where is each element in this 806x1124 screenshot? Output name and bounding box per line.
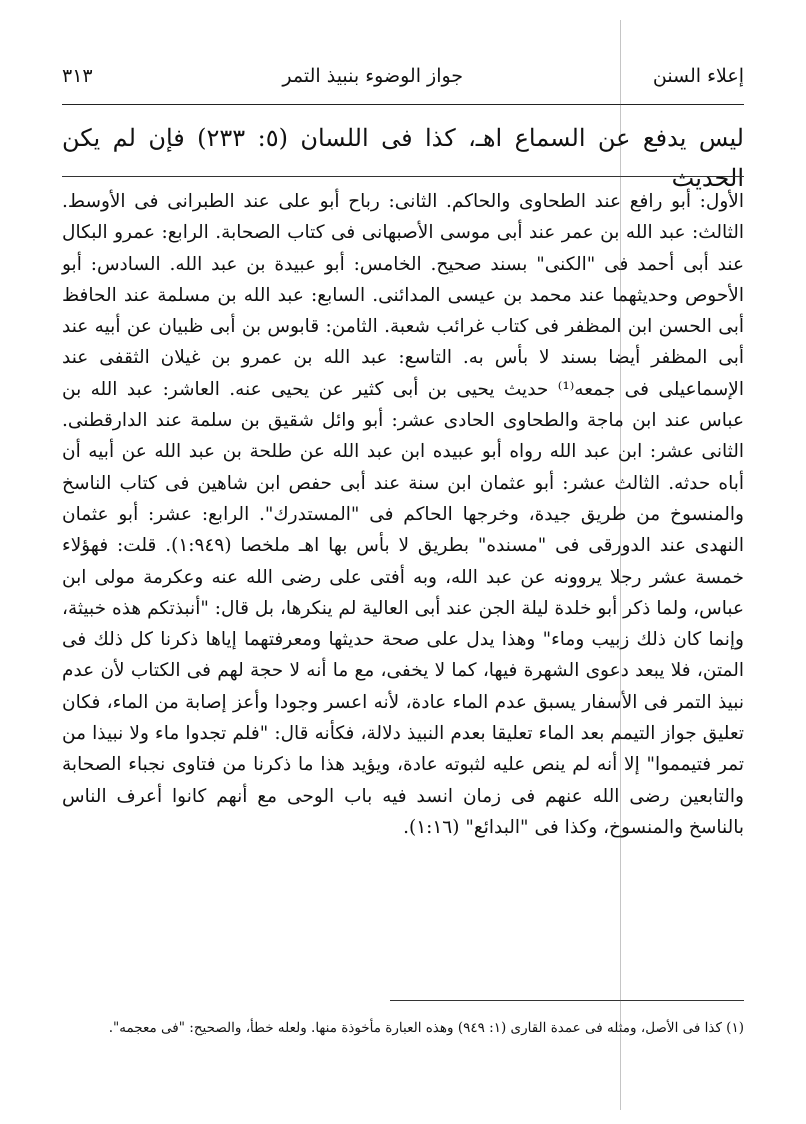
chapter-title: جواز الوضوء بنبيذ التمر xyxy=(282,65,464,87)
lead-line: ليس يدفع عن السماع اهـ، كذا فى اللسان (٥: ٢٣٣) فإن لم يكن الحديث xyxy=(62,124,744,192)
page-number: ٣١٣ xyxy=(62,65,93,87)
lead-divider xyxy=(62,176,744,177)
book-title: إعلاء السنن xyxy=(652,65,744,87)
footnote-rule xyxy=(390,1000,744,1001)
header-rule xyxy=(62,104,744,105)
running-header xyxy=(62,58,744,94)
footnote: (١) كذا فى الأصل، ومثله فى عمدة القارى (١: ٩٤٩) وهذه العبارة مأخوذة منها. ولعله خطأ، والصحيح: "فى معجمه". xyxy=(108,1020,744,1036)
page-fold-line xyxy=(620,20,621,1110)
body-paragraph: الأول: أبو رافع عند الطحاوى والحاكم. الثانى: رباح أبو على عند الطبرانى فى الأوسط. الثالث: عبد الله بن عمر عند أبى موسى الأصبهانى فى كتاب الصحابة. الرابع: عمرو البكال عند أبى أحمد فى "الكنى" بسند صحيح. الخامس: أبو عبيدة بن عبد الله. السادس: أبو الأحوص وحديثهما عند محمد بن عيسى المدائنى. السابع: عبد الله بن مسلمة عند الحافظ أبى الحسن ابن المظفر فى كتاب غرائب شعبة. الثامن: قابوس بن أبى ظبيان عن أبيه عند أبى المظفر أيضا بسند لا بأس به. التاسع: عبد الله بن عمرو بن غيلان الثقفى عند الإسماعيلى فى جمعه⁽¹⁾ حديث يحيى بن أبى كثير عن يحيى عنه. العاشر: عبد الله بن عباس عند ابن ماجة والطحاوى الحادى عشر: أبو وائل شقيق بن سلمة عند الدارقطنى. الثانى عشر: ابن عبد الله رواه أبو عبيده ابن عبد الله عن طلحة بن عبد الله عن أبيه أن أباه حدثه. الثالث عشر: أبو عثمان ابن سنة عند أبى حفص ابن شاهين فى كتاب الناسخ والمنسوخ من طريق جيدة، وخرجها الحاكم فى "المستدرك". الرابع: عشر: أبو عثمان النهدى عند الدورقى فى "مسنده" بطريق لا بأس بها اهـ ملخصا (١:٩٤٩). قلت: فهؤلاء خمسة عشر رجلا يروونه عن عبد الله، وبه أفتى على رضى الله عنه وعكرمة مولى ابن عباس، ولما ذكر أبو خلدة ليلة الجن عند أبى العالية لم ينكرها، بل قال: "أنبذتكم هذه خبيثة، وإنما كان ذلك زبيب وماء" وهذا يدل على صحة حديثها ومعرفتهما إياها ذكرنا كل ذلك فى المتن، فلا يبعد دعوى الشهرة فيها، كما لا يخفى، مع ما أنه لا حجة لهم فى الكتاب لأن عدم نبيذ التمر فى الأسفار يسبق عدم الماء عادة، لأنه اعسر وجودا وأعز إصابة من الماء، فكان تعليق جواز التيمم بعد الماء تعليقا بعدم النبيذ دلالة، فكأنه قال: "فلم تجدوا ماء ولا نبيذا من تمر فتيمموا" إلا أنه لم ينص عليه لثبوته عادة، ويؤيد هذا ما ذكرنا من فتاوى نجباء الصحابة والتابعين رضى الله عنهم فى زمان انسد فيه باب الوحى مع أنهم كانوا أعرف الناس بالناسخ والمنسوخ، وكذا فى "البدائع" (١:١٦). xyxy=(62,191,745,838)
main-text xyxy=(62,186,744,843)
